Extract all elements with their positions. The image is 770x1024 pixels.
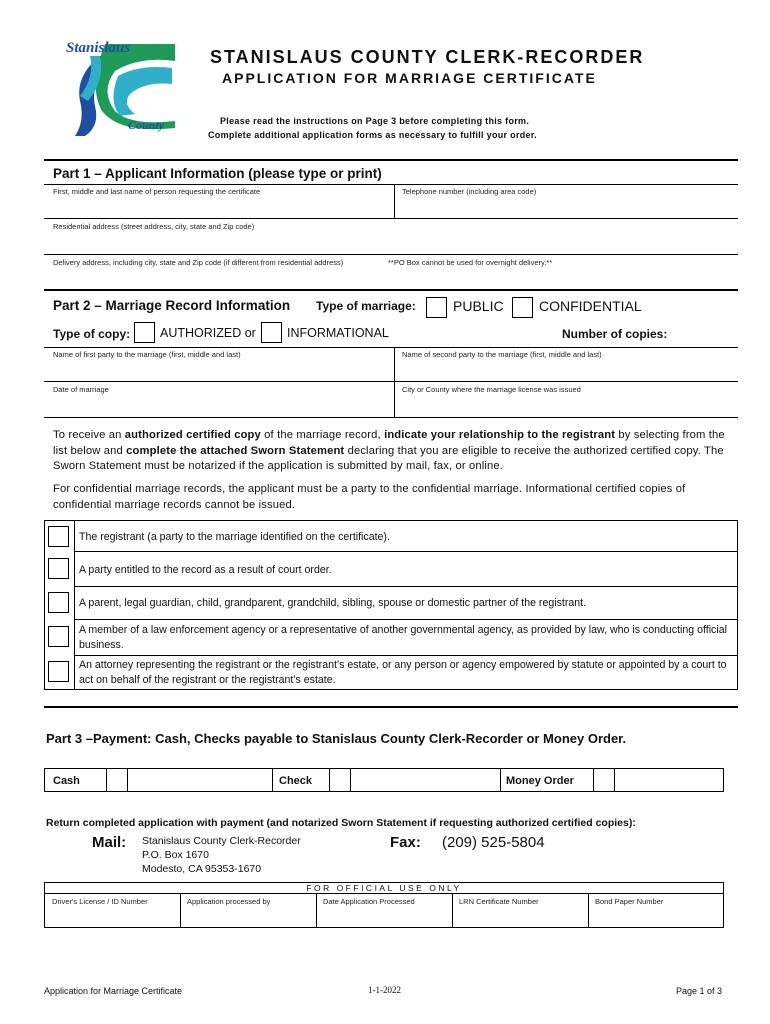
divider	[74, 619, 738, 620]
fax-label: Fax:	[390, 834, 421, 851]
date-of-marriage-label: Date of marriage	[53, 385, 109, 394]
mail-address: Stanislaus County Clerk-Recorder P.O. Box 1670 Modesto, CA 95353-1670	[142, 835, 301, 875]
public-checkbox[interactable]	[426, 297, 447, 318]
divider	[588, 893, 589, 928]
cash-label: Cash	[53, 775, 80, 787]
divider	[44, 417, 738, 418]
relationship-checkbox-court-order[interactable]	[48, 558, 69, 579]
relationship-agency: A member of a law enforcement agency or a representative of another governmental agency, as provided by law, who is conducting official business.	[79, 624, 727, 651]
po-box-note: **PO Box cannot be used for overnight delivery.**	[388, 258, 553, 267]
check-label: Check	[279, 775, 313, 787]
divider	[44, 893, 724, 894]
authorized-copy-paragraph: To receive an authorized certified copy of the marriage record, indicate your relationship to the registrant by selecting from the list below and complete the attached Sworn Statement declaring that you are eligible to receive the authorized certified copy. The Sworn Statement must be notarized if the application is submitted by mail, fax, or online.	[53, 429, 725, 472]
official-col-date: Date Application Processed	[323, 897, 415, 906]
divider	[44, 381, 738, 382]
second-party-label: Name of second party to the marriage (first, middle and last)	[402, 350, 602, 359]
divider	[74, 586, 738, 587]
relationship-registrant: The registrant (a party to the marriage identified on the certificate).	[79, 531, 390, 543]
divider	[74, 655, 738, 656]
relationship-checkbox-family[interactable]	[48, 592, 69, 613]
relationship-checkbox-attorney[interactable]	[48, 661, 69, 682]
first-party-label: Name of first party to the marriage (first, middle and last)	[53, 350, 241, 359]
divider	[74, 520, 75, 690]
type-of-marriage-label: Type of marriage:	[316, 299, 416, 313]
divider	[74, 551, 738, 552]
applicant-name-label: First, middle and last name of person requesting the certificate	[53, 187, 261, 196]
divider	[44, 706, 738, 708]
official-col-bond: Bond Paper Number	[595, 897, 664, 906]
official-col-lrn: LRN Certificate Number	[459, 897, 539, 906]
money-order-label: Money Order	[506, 775, 574, 787]
public-label: PUBLIC	[453, 298, 504, 314]
part2-title: Part 2 – Marriage Record Information	[53, 298, 291, 313]
type-of-copy-label: Type of copy:	[53, 327, 131, 341]
footer-page-number: Page 1 of 3	[676, 986, 723, 996]
divider	[44, 218, 738, 219]
confidential-checkbox[interactable]	[512, 297, 533, 318]
cash-checkbox[interactable]	[106, 768, 128, 792]
delivery-address-label: Delivery address, including city, state and Zip code (if different from residential address)	[53, 258, 344, 267]
confidential-label: CONFIDENTIAL	[539, 298, 642, 314]
divider	[394, 347, 395, 417]
form-subtitle: APPLICATION FOR MARRIAGE CERTIFICATE	[222, 70, 597, 86]
footer-form-name: Application for Marriage Certificate	[44, 986, 183, 996]
divider	[394, 184, 395, 218]
logo-text-bottom: County	[128, 118, 165, 132]
check-checkbox[interactable]	[329, 768, 351, 792]
residential-address-label: Residential address (street address, city, state and Zip code)	[53, 222, 255, 231]
fax-number: (209) 525-5804	[442, 834, 545, 851]
divider	[44, 347, 738, 348]
footer-date: 1-1-2022	[368, 985, 401, 995]
relationship-family: A parent, legal guardian, child, grandparent, grandchild, sibling, spouse or domestic partner of the registrant.	[79, 597, 587, 609]
official-col-id: Driver's License / ID Number	[52, 897, 148, 906]
divider	[500, 768, 501, 792]
money-order-checkbox[interactable]	[593, 768, 615, 792]
informational-label: INFORMATIONAL	[287, 326, 389, 340]
authorized-checkbox[interactable]	[134, 322, 155, 343]
relationship-checkbox-agency[interactable]	[48, 626, 69, 647]
logo-text-top: Stanislaus	[66, 40, 131, 56]
form-title: STANISLAUS COUNTY CLERK-RECORDER	[210, 47, 645, 67]
relationship-attorney: An attorney representing the registrant or the registrant’s estate, or any person or agency empowered by statute or appointed by a court to act on behalf of the registrant or the registrant’s estate.	[79, 659, 727, 686]
number-of-copies-label: Number of copies:	[562, 327, 668, 341]
divider	[452, 893, 453, 928]
divider	[180, 893, 181, 928]
mail-label: Mail:	[92, 834, 127, 851]
phone-label: Telephone number (including area code)	[402, 187, 537, 196]
return-instructions: Return completed application with payment (and notarized Sworn Statement if requesting authorized certified copies):	[46, 817, 636, 829]
county-logo	[60, 36, 180, 136]
instruction-line-2: Complete additional application forms as necessary to fulfill your order.	[208, 130, 537, 140]
official-col-processed-by: Application processed by	[187, 897, 271, 906]
part3-title: Part 3 –Payment: Cash, Checks payable to Stanislaus County Clerk-Recorder or Money Order.	[46, 731, 627, 746]
divider	[44, 289, 738, 291]
divider	[272, 768, 273, 792]
relationship-court-order: A party entitled to the record as a result of court order.	[79, 564, 332, 576]
divider	[44, 159, 738, 161]
divider	[44, 254, 738, 255]
part1-title: Part 1 – Applicant Information (please type or print)	[53, 166, 382, 181]
instruction-line-1: Please read the instructions on Page 3 before completing this form.	[220, 116, 530, 126]
relationship-checkbox-registrant[interactable]	[48, 526, 69, 547]
informational-checkbox[interactable]	[261, 322, 282, 343]
official-use-title: FOR OFFICIAL USE ONLY	[306, 883, 462, 893]
payment-row	[44, 768, 724, 792]
confidential-paragraph: For confidential marriage records, the applicant must be a party to the confidential marriage. Informational certified copies of confidential marriage records cannot be issued.	[53, 483, 686, 511]
license-city-label: City or County where the marriage license was issued	[402, 385, 581, 394]
divider	[316, 893, 317, 928]
authorized-label: AUTHORIZED or	[160, 326, 256, 340]
divider	[44, 184, 738, 185]
